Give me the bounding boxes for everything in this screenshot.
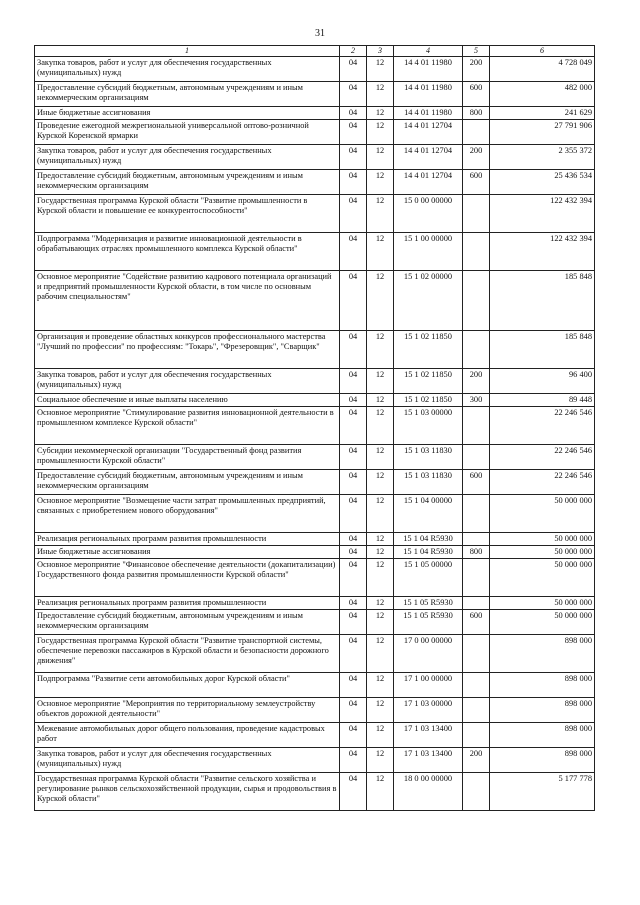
row-name-cell: Закупка товаров, работ и услуг для обеспечения государственных (муниципальных) нужд	[35, 145, 340, 170]
row-section-cell: 04	[340, 271, 367, 331]
header-col-2: 2	[340, 46, 367, 57]
row-section-cell: 04	[340, 559, 367, 597]
table-row	[35, 723, 595, 748]
table-row	[35, 748, 595, 773]
row-section-cell: 04	[340, 394, 367, 407]
row-subsection-cell: 12	[367, 698, 394, 723]
row-section-cell: 04	[340, 698, 367, 723]
row-subsection-cell: 12	[367, 723, 394, 748]
row-subsection-cell: 12	[367, 369, 394, 394]
table-row	[35, 107, 595, 120]
table-row	[35, 369, 595, 394]
row-target-article-cell: 14 4 01 11980	[394, 107, 463, 120]
row-subsection-cell: 12	[367, 773, 394, 811]
row-subsection-cell: 12	[367, 57, 394, 82]
header-col-3: 3	[367, 46, 394, 57]
row-subsection-cell: 12	[367, 271, 394, 331]
row-amount-cell: 27 791 906	[490, 120, 595, 145]
row-section-cell: 04	[340, 610, 367, 635]
row-name-cell: Предоставление субсидий бюджетным, автономным учреждениям и иным некоммерческим организациям	[35, 170, 340, 195]
table-row	[35, 82, 595, 107]
row-amount-cell: 50 000 000	[490, 495, 595, 533]
row-name-cell: Межевание автомобильных дорог общего пользования, проведение кадастровых работ	[35, 723, 340, 748]
row-expense-type-cell: 600	[463, 82, 490, 107]
row-name-cell: Основное мероприятие "Содействие развитию кадрового потенциала организаций и предприятий промышленности Курской области, в том числе по основным рабочим специальностям"	[35, 271, 340, 331]
header-col-6: 6	[490, 46, 595, 57]
row-name-cell: Государственная программа Курской области "Развитие транспортной системы, обеспечение перевозки пассажиров в Курской области и безопасности дорожного движения"	[35, 635, 340, 673]
row-amount-cell: 22 246 546	[490, 407, 595, 445]
row-target-article-cell: 15 1 02 00000	[394, 271, 463, 331]
row-target-article-cell: 15 1 05 R5930	[394, 597, 463, 610]
row-amount-cell: 96 400	[490, 369, 595, 394]
table-row	[35, 271, 595, 331]
row-name-cell: Подпрограмма "Модернизация и развитие инновационной деятельности в обрабатывающих отраслях промышленного комплекса Курской области"	[35, 233, 340, 271]
table-row	[35, 597, 595, 610]
row-subsection-cell: 12	[367, 470, 394, 495]
row-expense-type-cell: 200	[463, 145, 490, 170]
row-expense-type-cell	[463, 635, 490, 673]
row-name-cell: Предоставление субсидий бюджетным, автономным учреждениям и иным некоммерческим организациям	[35, 610, 340, 635]
row-subsection-cell: 12	[367, 170, 394, 195]
row-name-cell: Социальное обеспечение и иные выплаты населению	[35, 394, 340, 407]
table-row	[35, 635, 595, 673]
row-amount-cell: 4 728 049	[490, 57, 595, 82]
row-name-cell: Проведение ежегодной межрегиональной универсальной оптово-розничной Курской Коренской ярмарки	[35, 120, 340, 145]
row-expense-type-cell	[463, 233, 490, 271]
table-row	[35, 145, 595, 170]
row-name-cell: Предоставление субсидий бюджетным, автономным учреждениям и иным некоммерческим организациям	[35, 82, 340, 107]
table-row	[35, 698, 595, 723]
row-amount-cell: 122 432 394	[490, 233, 595, 271]
row-target-article-cell: 17 1 03 13400	[394, 748, 463, 773]
row-name-cell: Подпрограмма "Развитие сети автомобильных дорог Курской области"	[35, 673, 340, 698]
row-target-article-cell: 15 1 04 00000	[394, 495, 463, 533]
row-amount-cell: 185 848	[490, 271, 595, 331]
row-expense-type-cell: 800	[463, 107, 490, 120]
row-amount-cell: 89 448	[490, 394, 595, 407]
row-expense-type-cell: 200	[463, 369, 490, 394]
row-target-article-cell: 17 1 00 00000	[394, 673, 463, 698]
row-expense-type-cell	[463, 773, 490, 811]
row-name-cell: Иные бюджетные ассигнования	[35, 546, 340, 559]
row-target-article-cell: 15 1 03 00000	[394, 407, 463, 445]
row-subsection-cell: 12	[367, 394, 394, 407]
row-name-cell: Основное мероприятие "Стимулирование развития инновационной деятельности в промышленном комплексе Курской области"	[35, 407, 340, 445]
row-target-article-cell: 15 1 00 00000	[394, 233, 463, 271]
row-section-cell: 04	[340, 407, 367, 445]
row-expense-type-cell: 600	[463, 610, 490, 635]
row-target-article-cell: 17 0 00 00000	[394, 635, 463, 673]
row-target-article-cell: 15 1 03 11830	[394, 470, 463, 495]
row-target-article-cell: 15 1 02 11850	[394, 331, 463, 369]
row-subsection-cell: 12	[367, 195, 394, 233]
row-amount-cell: 50 000 000	[490, 597, 595, 610]
budget-table	[34, 45, 595, 811]
header-col-5: 5	[463, 46, 490, 57]
row-amount-cell: 50 000 000	[490, 610, 595, 635]
table-row	[35, 233, 595, 271]
table-row	[35, 331, 595, 369]
table-row	[35, 559, 595, 597]
row-subsection-cell: 12	[367, 533, 394, 546]
row-target-article-cell: 15 1 04 R5930	[394, 533, 463, 546]
row-section-cell: 04	[340, 773, 367, 811]
row-subsection-cell: 12	[367, 597, 394, 610]
row-target-article-cell: 14 4 01 11980	[394, 82, 463, 107]
row-name-cell: Основное мероприятие "Возмещение части затрат промышленных предприятий, связанных с приобретением нового оборудования"	[35, 495, 340, 533]
row-expense-type-cell	[463, 271, 490, 331]
table-row	[35, 407, 595, 445]
row-name-cell: Основное мероприятие "Финансовое обеспечение деятельности (докапитализации) Государственного фонда развития промышленности Курской области"	[35, 559, 340, 597]
row-target-article-cell: 15 1 03 11830	[394, 445, 463, 470]
row-section-cell: 04	[340, 170, 367, 195]
row-section-cell: 04	[340, 635, 367, 673]
row-target-article-cell: 15 0 00 00000	[394, 195, 463, 233]
row-name-cell: Государственная программа Курской области "Развитие промышленности в Курской области и повышение ее конкурентоспособности"	[35, 195, 340, 233]
row-name-cell: Иные бюджетные ассигнования	[35, 107, 340, 120]
row-section-cell: 04	[340, 233, 367, 271]
row-subsection-cell: 12	[367, 233, 394, 271]
row-subsection-cell: 12	[367, 445, 394, 470]
row-target-article-cell: 14 4 01 12704	[394, 145, 463, 170]
table-row	[35, 495, 595, 533]
row-amount-cell: 50 000 000	[490, 559, 595, 597]
row-amount-cell: 22 246 546	[490, 445, 595, 470]
row-subsection-cell: 12	[367, 82, 394, 107]
row-amount-cell: 2 355 372	[490, 145, 595, 170]
row-name-cell: Закупка товаров, работ и услуг для обеспечения государственных (муниципальных) нужд	[35, 369, 340, 394]
page-number: 31	[315, 28, 325, 39]
row-amount-cell: 898 000	[490, 748, 595, 773]
row-expense-type-cell	[463, 120, 490, 145]
row-amount-cell: 50 000 000	[490, 533, 595, 546]
row-name-cell: Закупка товаров, работ и услуг для обеспечения государственных (муниципальных) нужд	[35, 748, 340, 773]
row-subsection-cell: 12	[367, 610, 394, 635]
row-amount-cell: 898 000	[490, 723, 595, 748]
row-target-article-cell: 17 1 03 00000	[394, 698, 463, 723]
row-name-cell: Государственная программа Курской области "Развитие сельского хозяйства и регулирование рынков сельскохозяйственной продукции, сырья и продовольствия в Курской области"	[35, 773, 340, 811]
row-section-cell: 04	[340, 331, 367, 369]
row-expense-type-cell: 200	[463, 748, 490, 773]
header-row	[35, 46, 595, 57]
row-section-cell: 04	[340, 723, 367, 748]
row-name-cell: Реализация региональных программ развития промышленности	[35, 533, 340, 546]
table-row	[35, 445, 595, 470]
row-section-cell: 04	[340, 145, 367, 170]
row-expense-type-cell	[463, 723, 490, 748]
row-amount-cell: 898 000	[490, 698, 595, 723]
row-expense-type-cell	[463, 533, 490, 546]
row-expense-type-cell: 600	[463, 170, 490, 195]
row-section-cell: 04	[340, 57, 367, 82]
table-row	[35, 394, 595, 407]
row-amount-cell: 898 000	[490, 635, 595, 673]
row-section-cell: 04	[340, 82, 367, 107]
row-section-cell: 04	[340, 195, 367, 233]
row-expense-type-cell	[463, 673, 490, 698]
table-row	[35, 195, 595, 233]
row-expense-type-cell: 800	[463, 546, 490, 559]
row-target-article-cell: 14 4 01 12704	[394, 170, 463, 195]
row-target-article-cell: 15 1 02 11850	[394, 394, 463, 407]
row-target-article-cell: 15 1 05 00000	[394, 559, 463, 597]
table-row	[35, 470, 595, 495]
table-row	[35, 610, 595, 635]
row-amount-cell: 185 848	[490, 331, 595, 369]
row-amount-cell: 25 436 534	[490, 170, 595, 195]
row-target-article-cell: 15 1 05 R5930	[394, 610, 463, 635]
row-target-article-cell: 15 1 04 R5930	[394, 546, 463, 559]
table-row	[35, 170, 595, 195]
row-target-article-cell: 15 1 02 11850	[394, 369, 463, 394]
row-subsection-cell: 12	[367, 331, 394, 369]
row-name-cell: Реализация региональных программ развития промышленности	[35, 597, 340, 610]
row-expense-type-cell	[463, 597, 490, 610]
row-name-cell: Организация и проведение областных конкурсов профессионального мастерства "Лучший по профессии" по профессиям: "Токарь", "Фрезеровщик", "Сварщик"	[35, 331, 340, 369]
row-section-cell: 04	[340, 470, 367, 495]
row-section-cell: 04	[340, 533, 367, 546]
row-name-cell: Предоставление субсидий бюджетным, автономным учреждениям и иным некоммерческим организациям	[35, 470, 340, 495]
row-subsection-cell: 12	[367, 407, 394, 445]
table-row	[35, 773, 595, 811]
row-section-cell: 04	[340, 107, 367, 120]
row-amount-cell: 898 000	[490, 673, 595, 698]
header-col-1: 1	[35, 46, 340, 57]
table-row	[35, 546, 595, 559]
header-col-4: 4	[394, 46, 463, 57]
row-expense-type-cell	[463, 331, 490, 369]
row-section-cell: 04	[340, 495, 367, 533]
row-section-cell: 04	[340, 748, 367, 773]
row-name-cell: Основное мероприятие "Мероприятия по территориальному землеустройству объектов дорожной деятельности"	[35, 698, 340, 723]
row-target-article-cell: 14 4 01 11980	[394, 57, 463, 82]
row-section-cell: 04	[340, 673, 367, 698]
table-row	[35, 533, 595, 546]
row-subsection-cell: 12	[367, 546, 394, 559]
row-amount-cell: 241 629	[490, 107, 595, 120]
row-expense-type-cell	[463, 495, 490, 533]
row-section-cell: 04	[340, 445, 367, 470]
row-section-cell: 04	[340, 120, 367, 145]
row-subsection-cell: 12	[367, 673, 394, 698]
row-section-cell: 04	[340, 546, 367, 559]
row-subsection-cell: 12	[367, 107, 394, 120]
row-target-article-cell: 14 4 01 12704	[394, 120, 463, 145]
row-amount-cell: 122 432 394	[490, 195, 595, 233]
row-expense-type-cell: 200	[463, 57, 490, 82]
row-name-cell: Субсидии некоммерческой организации "Государственный фонд развития промышленности Курской области"	[35, 445, 340, 470]
row-expense-type-cell	[463, 559, 490, 597]
row-amount-cell: 482 000	[490, 82, 595, 107]
row-subsection-cell: 12	[367, 145, 394, 170]
row-expense-type-cell: 300	[463, 394, 490, 407]
row-expense-type-cell	[463, 445, 490, 470]
row-expense-type-cell: 600	[463, 470, 490, 495]
row-amount-cell: 5 177 778	[490, 773, 595, 811]
table-row	[35, 673, 595, 698]
row-target-article-cell: 18 0 00 00000	[394, 773, 463, 811]
row-subsection-cell: 12	[367, 559, 394, 597]
row-subsection-cell: 12	[367, 748, 394, 773]
row-expense-type-cell	[463, 698, 490, 723]
row-expense-type-cell	[463, 195, 490, 233]
row-target-article-cell: 17 1 03 13400	[394, 723, 463, 748]
table-row	[35, 120, 595, 145]
row-subsection-cell: 12	[367, 495, 394, 533]
row-amount-cell: 22 246 546	[490, 470, 595, 495]
row-section-cell: 04	[340, 597, 367, 610]
row-section-cell: 04	[340, 369, 367, 394]
row-expense-type-cell	[463, 407, 490, 445]
row-name-cell: Закупка товаров, работ и услуг для обеспечения государственных (муниципальных) нужд	[35, 57, 340, 82]
row-subsection-cell: 12	[367, 635, 394, 673]
table-row	[35, 57, 595, 82]
row-amount-cell: 50 000 000	[490, 546, 595, 559]
row-subsection-cell: 12	[367, 120, 394, 145]
